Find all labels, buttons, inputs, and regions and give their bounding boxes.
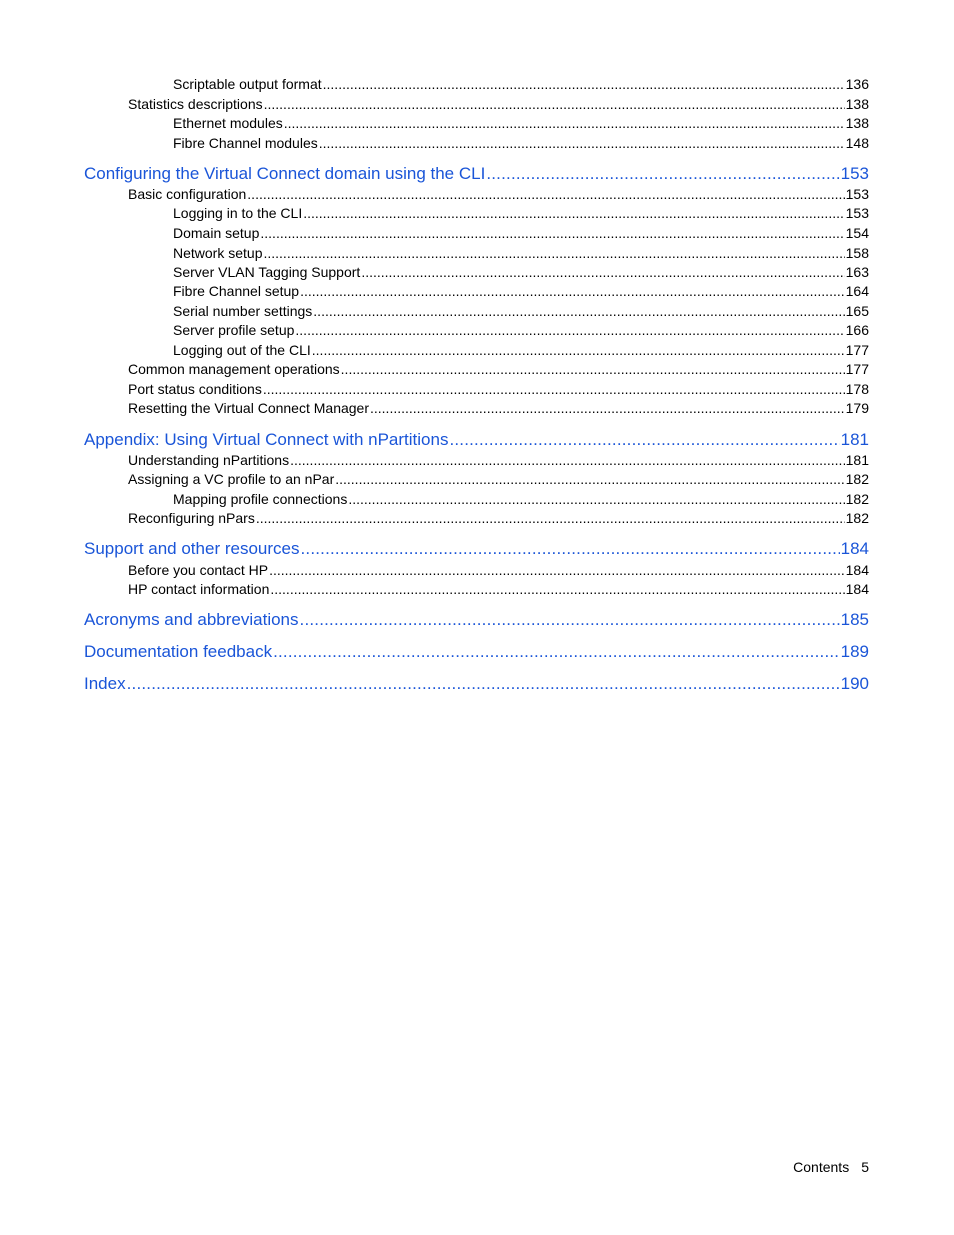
toc-entry-page-number: 166 xyxy=(845,322,869,338)
dot-leader xyxy=(256,509,845,527)
toc-entry-page-number: 136 xyxy=(845,76,869,92)
toc-entry-title: Logging out of the CLI xyxy=(173,342,311,358)
toc-entry-title: Acronyms and abbreviations xyxy=(84,610,299,629)
toc-section-entry[interactable] xyxy=(128,95,869,113)
toc-entry-title: Common management operations xyxy=(128,361,340,377)
toc-entry-page-number: 153 xyxy=(845,186,869,202)
toc-entry-title: Support and other resources xyxy=(84,539,300,558)
toc-section-entry[interactable] xyxy=(173,282,869,300)
toc-entry-title: Server profile setup xyxy=(173,322,295,338)
toc-entry-title: Domain setup xyxy=(173,225,260,241)
toc-entry-title: Fibre Channel setup xyxy=(173,283,300,299)
toc-entry-title: Assigning a VC profile to an nPar xyxy=(128,471,335,487)
dot-leader xyxy=(300,282,845,300)
toc-entry-title: Scriptable output format xyxy=(173,76,322,92)
dot-leader xyxy=(284,114,845,132)
toc-section-entry[interactable] xyxy=(173,302,869,320)
toc-section-entry[interactable] xyxy=(128,561,869,579)
toc-entry-page-number: 182 xyxy=(845,510,869,526)
toc-entry-title: Fibre Channel modules xyxy=(173,135,318,151)
toc-entry-title: Server VLAN Tagging Support xyxy=(173,264,361,280)
dot-leader xyxy=(273,641,840,663)
toc-entry-page-number: 181 xyxy=(840,430,869,449)
toc-section-entry[interactable] xyxy=(173,134,869,152)
dot-leader xyxy=(270,580,844,598)
dot-leader xyxy=(361,263,844,281)
toc-entry-page-number: 185 xyxy=(840,610,869,629)
dot-leader xyxy=(290,451,845,469)
dot-leader xyxy=(260,224,844,242)
toc-entry-page-number: 153 xyxy=(840,164,869,183)
toc-entry-page-number: 190 xyxy=(840,674,869,693)
dot-leader xyxy=(303,204,844,222)
toc-entry-page-number: 177 xyxy=(845,342,869,358)
toc-entry-page-number: 184 xyxy=(845,581,869,597)
dot-leader xyxy=(313,302,844,320)
toc-section-entry[interactable] xyxy=(173,341,869,359)
toc-entry-page-number: 165 xyxy=(845,303,869,319)
footer-page-number: 5 xyxy=(861,1159,869,1175)
toc-section-entry[interactable] xyxy=(173,490,869,508)
toc-section-entry[interactable] xyxy=(128,185,869,203)
toc-chapter-entry[interactable] xyxy=(84,641,869,663)
dot-leader xyxy=(370,399,845,417)
toc-entry-title: Logging in to the CLI xyxy=(173,205,303,221)
toc-entry-page-number: 179 xyxy=(845,400,869,416)
toc-entry-title: Resetting the Virtual Connect Manager xyxy=(128,400,369,416)
toc-section-entry[interactable] xyxy=(173,321,869,339)
toc-section-entry[interactable] xyxy=(128,451,869,469)
toc-entry-page-number: 153 xyxy=(845,205,869,221)
toc-entry-page-number: 148 xyxy=(845,135,869,151)
toc-entry-page-number: 164 xyxy=(845,283,869,299)
toc-entry-title: Mapping profile connections xyxy=(173,491,348,507)
toc-entry-page-number: 184 xyxy=(845,562,869,578)
toc-entry-page-number: 154 xyxy=(845,225,869,241)
toc-entry-title: Statistics descriptions xyxy=(128,96,263,112)
toc-entry-title: Understanding nPartitions xyxy=(128,452,290,468)
dot-leader xyxy=(247,185,844,203)
toc-section-entry[interactable] xyxy=(173,244,869,262)
dot-leader xyxy=(348,490,844,508)
toc-section-entry[interactable] xyxy=(173,75,869,93)
toc-entry-page-number: 158 xyxy=(845,245,869,261)
toc-section-entry[interactable] xyxy=(128,509,869,527)
dot-leader xyxy=(127,673,840,695)
dot-leader xyxy=(312,341,845,359)
dot-leader xyxy=(319,134,845,152)
toc-entry-page-number: 182 xyxy=(845,491,869,507)
toc-entry-page-number: 181 xyxy=(845,452,869,468)
dot-leader xyxy=(295,321,844,339)
toc-entry-title: Appendix: Using Virtual Connect with nPartitions xyxy=(84,430,449,449)
toc-entry-page-number: 182 xyxy=(845,471,869,487)
toc-entry-title: Before you contact HP xyxy=(128,562,269,578)
dot-leader xyxy=(335,470,844,488)
toc-entry-title: Port status conditions xyxy=(128,381,262,397)
toc-entry-title: Configuring the Virtual Connect domain using the CLI xyxy=(84,164,486,183)
toc-entry-page-number: 189 xyxy=(840,642,869,661)
toc-entry-title: HP contact information xyxy=(128,581,270,597)
toc-entry-title: Network setup xyxy=(173,245,263,261)
toc-chapter-entry[interactable] xyxy=(84,163,869,185)
toc-section-entry[interactable] xyxy=(173,204,869,222)
toc-entry-title: Ethernet modules xyxy=(173,115,283,131)
toc-entry-page-number: 184 xyxy=(840,539,869,558)
toc-section-entry[interactable] xyxy=(173,114,869,132)
toc-section-entry[interactable] xyxy=(128,580,869,598)
dot-leader xyxy=(300,609,840,631)
dot-leader xyxy=(269,561,845,579)
toc-entry-title: Index xyxy=(84,674,126,693)
toc-section-entry[interactable] xyxy=(128,399,869,417)
toc-entry-page-number: 178 xyxy=(845,381,869,397)
toc-section-entry[interactable] xyxy=(128,360,869,378)
toc-section-entry[interactable] xyxy=(128,380,869,398)
toc-chapter-entry[interactable] xyxy=(84,673,869,695)
toc-chapter-entry[interactable] xyxy=(84,609,869,631)
toc-section-entry[interactable] xyxy=(173,263,869,281)
dot-leader xyxy=(341,360,845,378)
dot-leader xyxy=(486,163,839,185)
toc-entry-title: Basic configuration xyxy=(128,186,247,202)
dot-leader xyxy=(264,95,845,113)
dot-leader xyxy=(263,380,845,398)
dot-leader xyxy=(323,75,845,93)
dot-leader xyxy=(263,244,844,262)
footer-label: Contents xyxy=(793,1159,850,1175)
page-footer xyxy=(793,1158,869,1176)
toc-entry-page-number: 138 xyxy=(845,115,869,131)
toc-entry-page-number: 138 xyxy=(845,96,869,112)
toc-entry-title: Reconfiguring nPars xyxy=(128,510,255,526)
toc-chapter-entry[interactable] xyxy=(84,429,869,451)
toc-entry-title: Documentation feedback xyxy=(84,642,273,661)
toc-chapter-entry[interactable] xyxy=(84,538,869,560)
toc-section-entry[interactable] xyxy=(128,470,869,488)
toc-section-entry[interactable] xyxy=(173,224,869,242)
toc-entry-page-number: 177 xyxy=(845,361,869,377)
dot-leader xyxy=(300,538,839,560)
toc-entry-page-number: 163 xyxy=(845,264,869,280)
dot-leader xyxy=(449,429,839,451)
toc-entry-title: Serial number settings xyxy=(173,303,313,319)
